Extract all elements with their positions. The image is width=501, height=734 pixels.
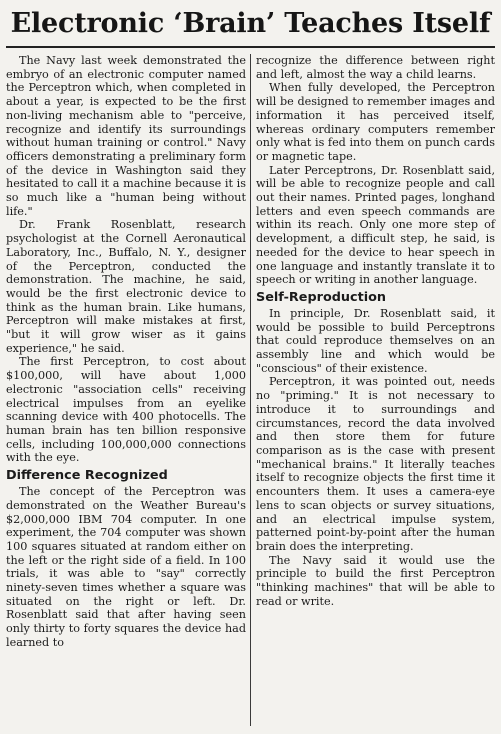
left-column bbox=[6, 54, 246, 650]
article-paragraph: Perceptron, it was pointed out, needs no "priming." It is not necessary to introduce it to surroundings and circumstances, record the data involved and then store them for future comparison as is the case with present "mechanical brains." It literally teaches itself to recognize objects the first time it encounters them. It uses a camera-eye lens to scan objects or survey situations, and an electrical impulse system, patterned point-by-point after the human brain does the interpreting. bbox=[256, 375, 495, 553]
right-column bbox=[256, 54, 495, 608]
article-paragraph: When fully developed, the Perceptron will be designed to remember images and information it has perceived itself, whereas ordinary computers remember only what is fed into them on punch cards or magnetic tape. bbox=[256, 81, 495, 163]
article-paragraph: Later Perceptrons, Dr. Rosenblatt said, will be able to recognize people and call out their names. Printed pages, longhand letters and even speech commands are within its reach. Only one more step of development, a difficult step, he said, is needed for the device to hear speech in one language and instantly translate it to speech or writing in another language. bbox=[256, 163, 495, 287]
headline: Electronic ‘Brain’ Teaches Itself bbox=[10, 7, 491, 39]
article-paragraph: The Navy last week demonstrated the embryo of an electronic computer named the Perceptron which, when completed in about a year, is expected to be the first non-living mechanism able to "perceive, recognize and identify its surroundings without human training or control." Navy officers demonstrating a preliminary form of the device in Washington said they hesitated to call it a machine because it is so much like a "human being without life." bbox=[6, 54, 246, 218]
article-paragraph: The concept of the Perceptron was demonstrated on the Weather Bureau's $2,000,000 IBM 704 computer. In one experiment, the 704 computer was shown 100 squares situated at random either on the left or the right side of a field. In 100 trials, it was able to "say" correctly ninety-seven times whether a square was situated on the right or left. Dr. Rosenblatt said that after having seen only thirty to forty squares the device had learned to bbox=[6, 485, 246, 649]
article-paragraph: The first Perceptron, to cost about $100,000, will have about 1,000 electronic "association cells" receiving electrical impulses from an eyelike scanning device with 400 photocells. The human brain has ten billion responsive cells, including 100,000,000 connections with the eye. bbox=[6, 355, 246, 465]
article-paragraph: In principle, Dr. Rosenblatt said, it would be possible to build Perceptrons that could reproduce themselves on an assembly line and which would be "conscious" of their existence. bbox=[256, 306, 495, 375]
article-paragraph: The Navy said it would use the principle to build the first Perceptron "thinking machines" that will be able to read or write. bbox=[256, 553, 495, 608]
article-paragraph: Dr. Frank Rosenblatt, research psychologist at the Cornell Aeronautical Laboratory, Inc., Buffalo, N. Y., designer of the Perceptron, conducted the demonstration. The machine, he said, would be the first electronic device to think as the human brain. Like humans, Perceptron will make mistakes at first, "but it will grow wiser as it gains experience," he said. bbox=[6, 218, 246, 355]
article-paragraph: recognize the difference between right and left, almost the way a child learns. bbox=[256, 54, 495, 81]
subhead-difference-recognized: Difference Recognized bbox=[6, 468, 168, 484]
column-divider bbox=[250, 54, 251, 726]
headline-rule bbox=[6, 46, 495, 48]
subhead-self-reproduction: Self-Reproduction bbox=[256, 289, 386, 305]
